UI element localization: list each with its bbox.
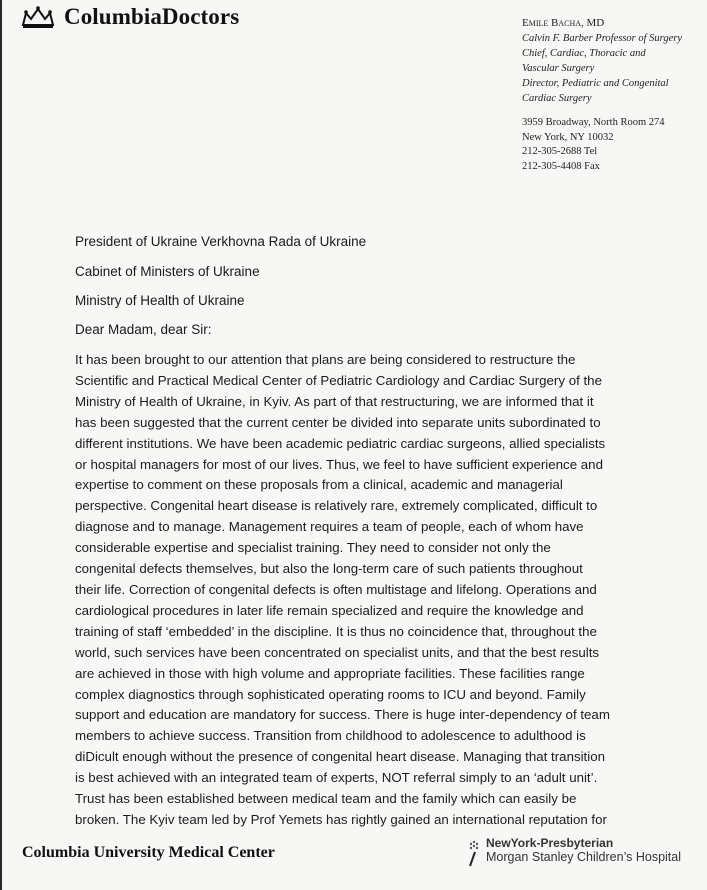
hospital-emblem-icon [466,838,480,868]
body-line: their life. Correction of congenital defects is often multistage and lifelong. Operations and [75,581,597,597]
page-edge [0,0,2,890]
logo-text: ColumbiaDoctors [64,4,240,29]
body-line: congenital defects themselves, but also the long-term care of such patients throughout [75,561,583,577]
fax-line: 212-305-4408 Fax [522,160,600,172]
hospital-subname: Morgan Stanley Children’s Hospital [486,850,682,864]
sender-title: Cardiac Surgery [522,93,592,105]
sender-block [522,16,682,107]
body-line: members to achieve success. Transition from childhood to adolescence to adulthood is [75,728,586,744]
body-line: has been suggested that the current center be divided into separate units subordinated to [75,414,601,430]
body-line: broken. The Kyiv team led by Prof Yemets has rightly gained an international reputation for [75,811,607,827]
hospital-logo [466,836,681,868]
body-line: world, such services have been concentrated on specialist units, and that the best results [75,644,600,660]
recipient-line: Cabinet of Ministers of Ukraine [75,264,260,279]
hospital-name: NewYork-Presbyterian [486,836,614,850]
salutation: Dear Madam, dear Sir: [75,322,212,337]
body-line: complex diagnostics through sophisticated operating rooms to ICU and beyond. Family [75,686,586,702]
body-line: perspective. Congenital heart disease is relatively rare, extremely complicated, difficult to [75,498,598,514]
sender-title: Calvin F. Barber Professor of Surgery [522,33,683,45]
recipient-line: President of Ukraine Verkhovna Rada of Ukraine [75,234,367,249]
body-line: diagnose and to manage. Management requires a team of people, each of whom have [75,519,584,535]
body-line: Ministry of Health of Ukraine, in Kyiv. As part of that restructuring, we are informed that it [75,393,594,409]
body-line: or hospital managers for most of our lives. Thus, we feel to have sufficient experience and [75,456,603,472]
body-line: is best achieved with an integrated team of experts, NOT referral simply to an ‘adult unit’. [75,770,598,786]
body-line: Scientific and Practical Medical Center of Pediatric Cardiology and Cardiac Surgery of the [75,372,602,388]
body-line: Trust has been established between medical team and the family which can easily be [75,791,577,807]
body-line: It has been brought to our attention that plans are being considered to restructure the [75,352,576,367]
body-line: are achieved in those with high volume and appropriate facilities. These facilities range [75,665,585,681]
sender-title: Director, Pediatric and Congenital [522,78,669,90]
sender-title: Vascular Surgery [522,63,595,75]
footer-institution: Columbia University Medical Center [22,844,275,861]
sender-title: Chief, Cardiac, Thoracic and [522,48,646,60]
sender-address [522,116,665,174]
body-line: support and education are mandatory for success. There is huge inter-dependency of team [75,707,610,723]
body-line: diDicult enough without the presence of congenital heart disease. Managing that transition [75,749,605,765]
body-line: different institutions. We have been academic pediatric cardiac surgeons, allied specialists [75,435,606,451]
body-line: considerable expertise and specialist training. They need to consider not only the [75,540,551,556]
columbia-doctors-logo [20,4,239,30]
crown-icon [20,5,56,29]
letter-body [75,350,645,831]
recipient-line: Ministry of Health of Ukraine [75,293,245,308]
phone-line: 212-305-2688 Tel [522,146,598,157]
sender-name: Emile Bacha, MD [522,17,605,29]
body-line: training of staff ‘embedded’ in the discipline. It is thus no coincidence that, throughout the [75,623,597,639]
address-line: New York, NY 10032 [522,131,614,143]
body-line: cardiological procedures in later life remain specialized and require the knowledge and [75,602,584,618]
body-line: expertise to comment on these proposals from a clinical, academic and managerial [75,477,563,493]
address-line: 3959 Broadway, North Room 274 [522,117,665,128]
